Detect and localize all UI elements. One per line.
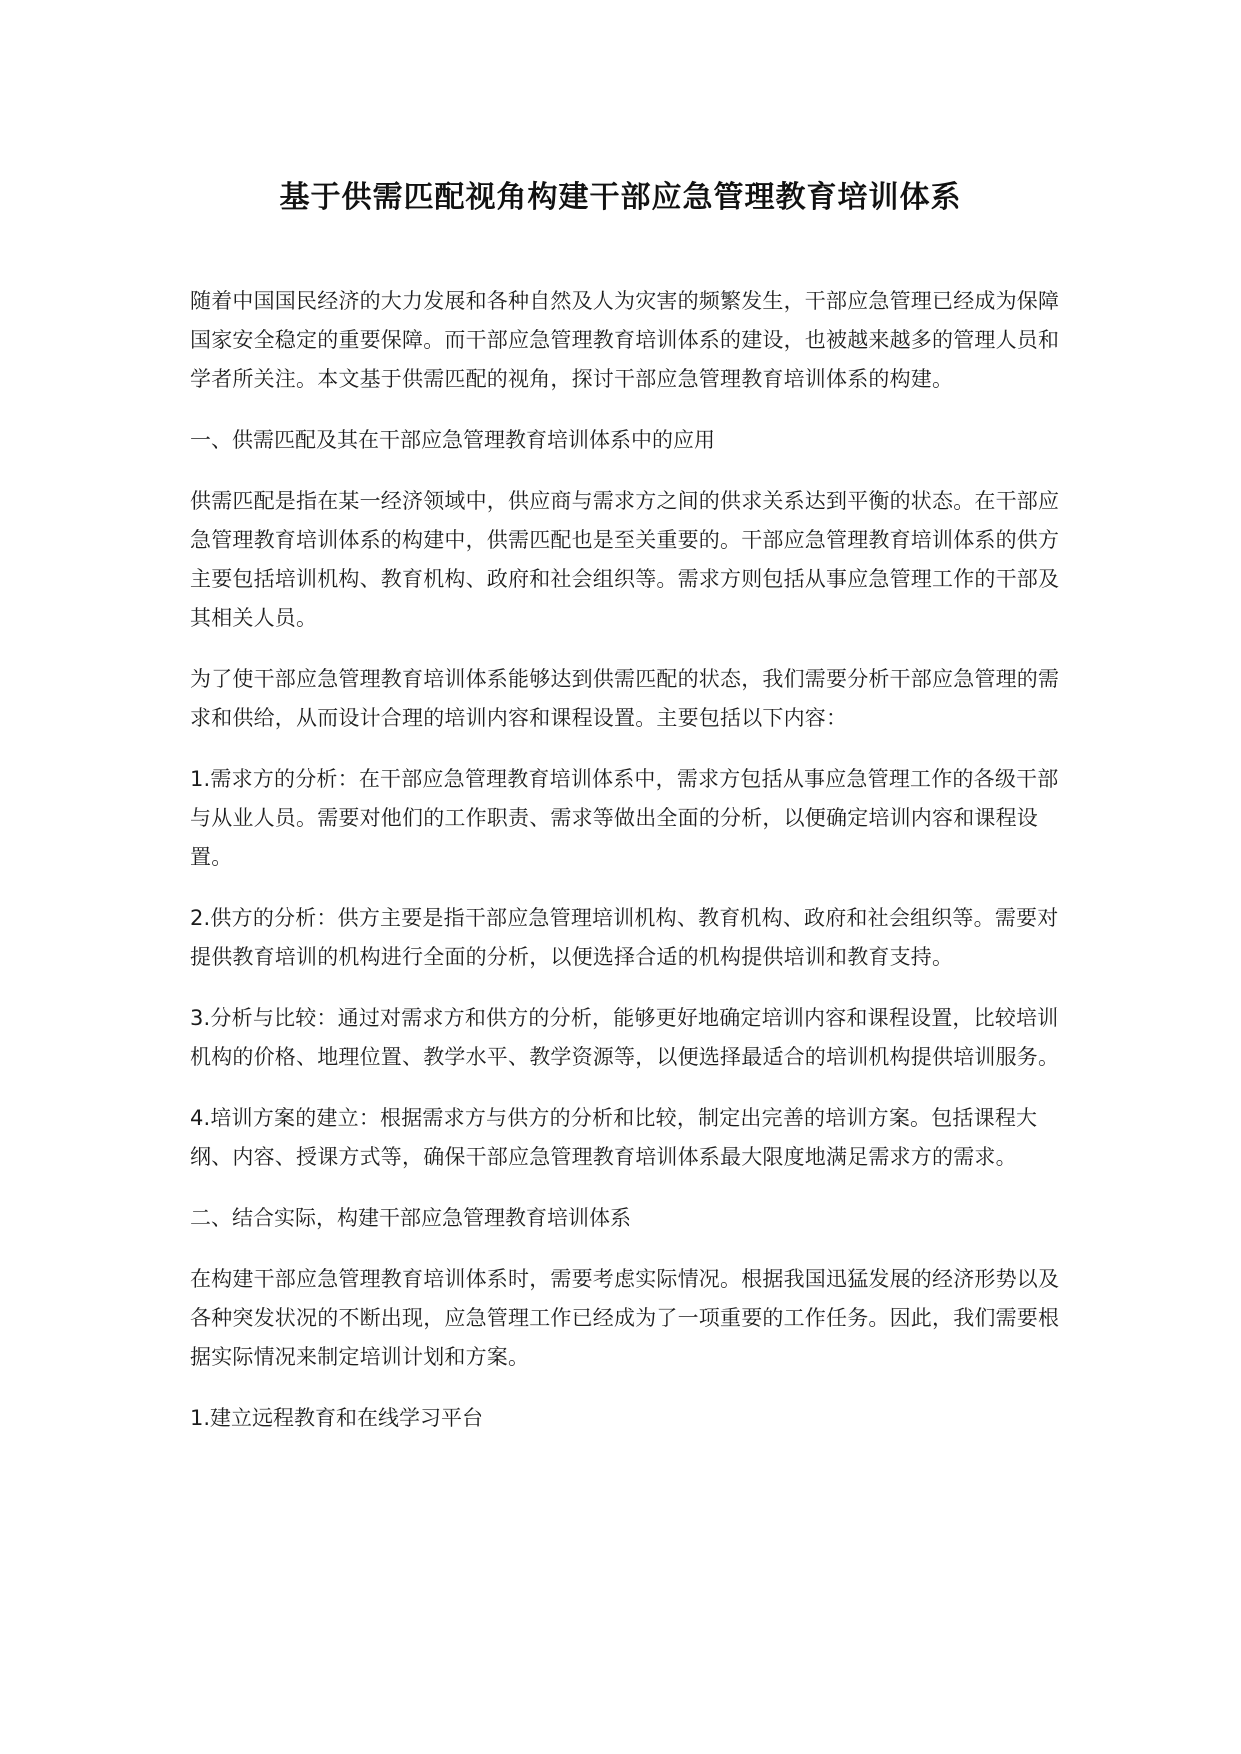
body-paragraph: 供需匹配是指在某一经济领域中，供应商与需求方之间的供求关系达到平衡的状态。在干部应急管理教育培训体系的构建中，供需匹配也是至关重要的。干部应急管理教育培训体系的供方主要包括培训机构、教育机构、政府和社会组织等。需求方则包括从事应急管理工作的干部及其相关人员。 — [190, 489, 1060, 630]
intro-paragraph: 随着中国国民经济的大力发展和各种自然及人为灾害的频繁发生，干部应急管理已经成为保障国家安全稳定的重要保障。而干部应急管理教育培训体系的建设，也被越来越多的管理人员和学者所关注。本文基于供需匹配的视角，探讨干部应急管理教育培训体系的构建。 — [190, 289, 1060, 391]
document-body — [190, 282, 1070, 1460]
list-item-demand-analysis: 1.需求方的分析：在干部应急管理教育培训体系中，需求方包括从事应急管理工作的各级干部与从业人员。需要对他们的工作职责、需求等做出全面的分析，以便确定培训内容和课程设置。 — [190, 767, 1059, 869]
body-paragraph: 为了使干部应急管理教育培训体系能够达到供需匹配的状态，我们需要分析干部应急管理的需求和供给，从而设计合理的培训内容和课程设置。主要包括以下内容： — [190, 667, 1060, 730]
list-item-supply-analysis: 2.供方的分析：供方主要是指干部应急管理培训机构、教育机构、政府和社会组织等。需要对提供教育培训的机构进行全面的分析，以便选择合适的机构提供培训和教育支持。 — [190, 906, 1059, 969]
section-heading-1: 一、供需匹配及其在干部应急管理教育培训体系中的应用 — [190, 428, 715, 452]
list-item-training-plan: 4.培训方案的建立：根据需求方与供方的分析和比较，制定出完善的培训方案。包括课程大纲、内容、授课方式等，确保干部应急管理教育培训体系最大限度地满足需求方的需求。 — [190, 1106, 1038, 1169]
section-heading-2: 二、结合实际，构建干部应急管理教育培训体系 — [190, 1206, 631, 1230]
list-item-comparison: 3.分析与比较：通过对需求方和供方的分析，能够更好地确定培训内容和课程设置，比较培训机构的价格、地理位置、教学水平、教学资源等，以便选择最适合的培训机构提供培训服务。 — [190, 1006, 1060, 1069]
subsection-heading-1: 1.建立远程教育和在线学习平台 — [190, 1406, 484, 1430]
document-title: 基于供需匹配视角构建干部应急管理教育培训体系 — [279, 180, 962, 215]
body-paragraph: 在构建干部应急管理教育培训体系时，需要考虑实际情况。根据我国迅猛发展的经济形势以及各种突发状况的不断出现，应急管理工作已经成为了一项重要的工作任务。因此，我们需要根据实际情况来制定培训计划和方案。 — [190, 1267, 1060, 1369]
